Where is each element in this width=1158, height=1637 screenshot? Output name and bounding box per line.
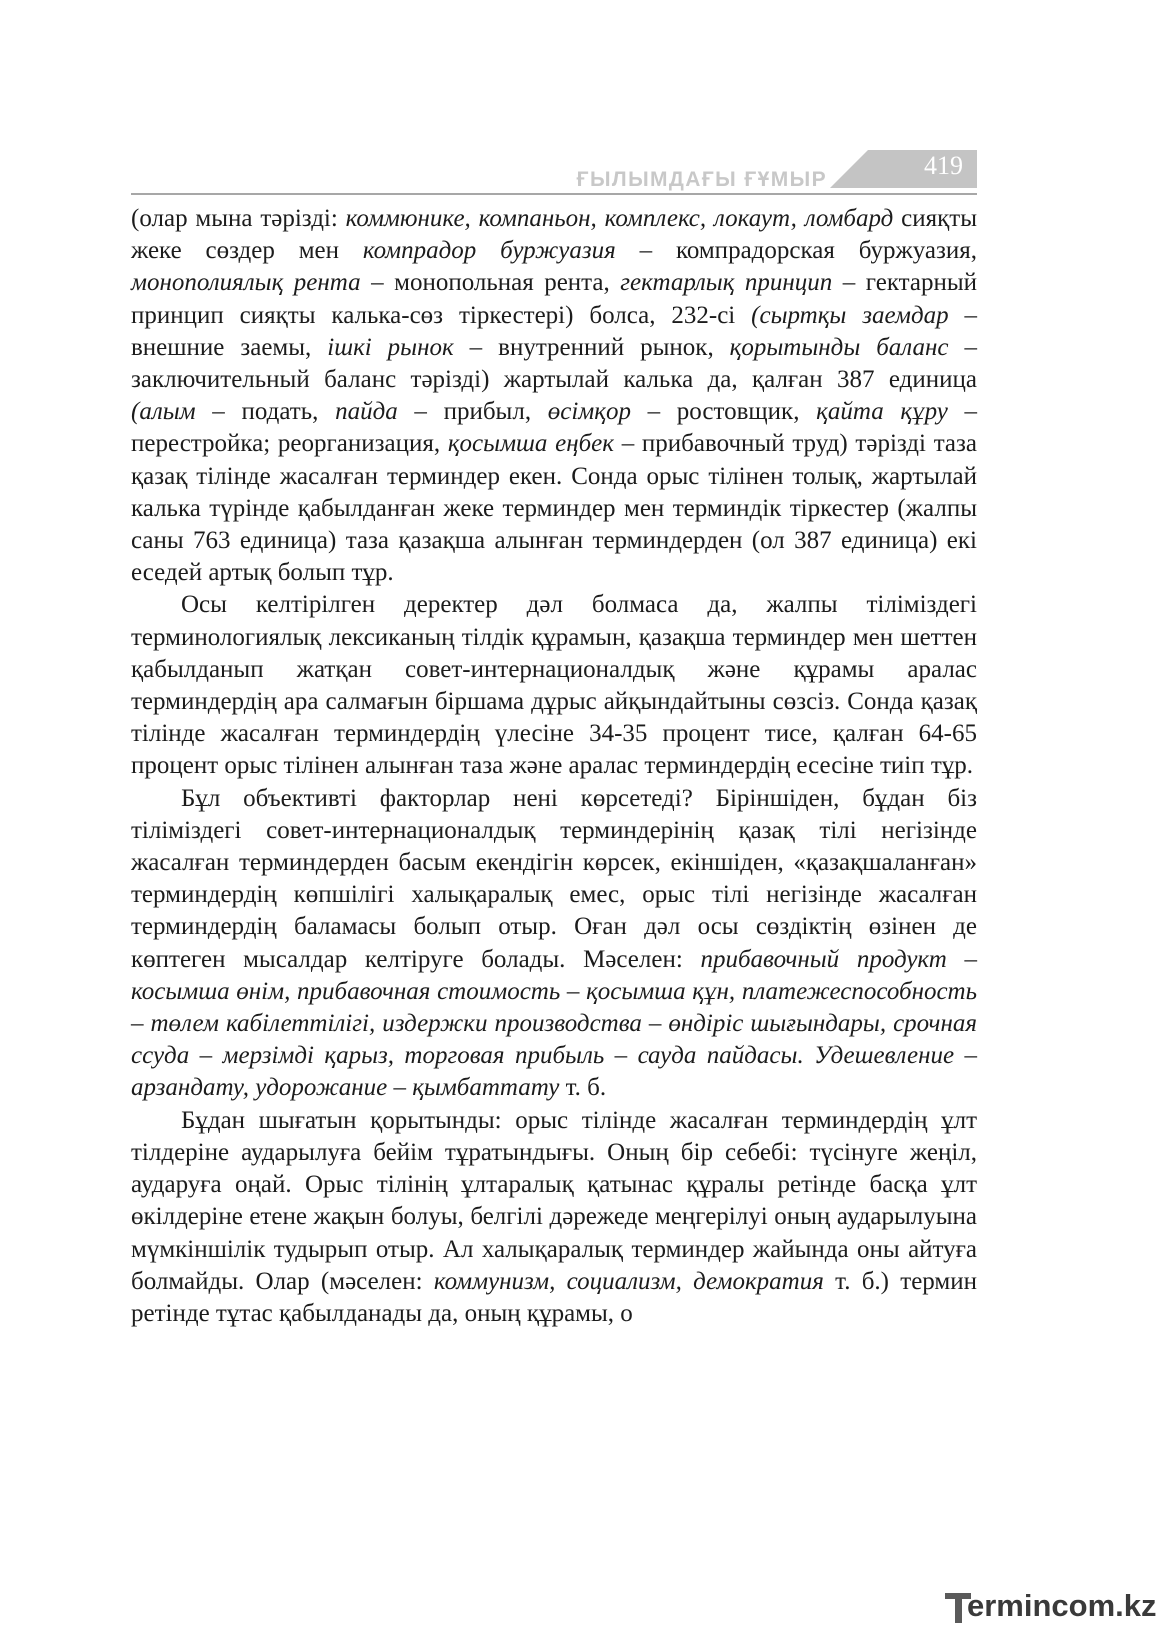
italic-term-run: өсімқор (547, 398, 631, 426)
text-run: – перестройка; реорганизация, (131, 398, 978, 458)
paragraph-2: Осы келтірілген деректер дәл болмаса да, жалпы тіліміздегі терминологиялық лексиканың тілдік құрамын, қазақша терминдер мен шеттен қабылданып жатқан совет-интернационалдық және құрамы аралас терминдердің ара салмағын біршама дұрыс айқындайтыны сөзсіз. Сонда қазақ тілінде жасалған терминдердің үлесіне 34-35 процент тисе, қалған 64-65 процент орыс тілінен алынған таза және аралас терминдердің есесіне тиіп тұр. (131, 591, 977, 780)
text-run: – гектарный принцип сияқты калька-сөз тіркестері) болса, 232-сі (131, 269, 978, 329)
italic-term-run: қорытынды баланс (729, 333, 949, 361)
text-run: – заключительный баланс тәрізді) жартылай калька да, қалған 387 единица (131, 333, 977, 394)
text-run: – компрадорская буржуазия, (615, 237, 978, 265)
italic-term-run: монополиялық рента (131, 269, 361, 297)
text-run: – монопольная рента, (360, 269, 621, 297)
paragraph-1 (131, 203, 977, 589)
page-number: 419 (924, 151, 963, 180)
text-run: – прибыл, (397, 398, 548, 426)
paragraph-3 (131, 783, 977, 1105)
text-run: т. б.) термин ретінде тұтас қабылданады да, оның құрамы, о (131, 1267, 977, 1327)
italic-term-run: (алым (131, 398, 196, 426)
text-run: – внешние заемы, (131, 301, 977, 361)
text-run: (олар мына тәрізді: (131, 205, 346, 232)
italic-term-run: компрадор буржуазия (362, 237, 616, 265)
italic-term-run: коммюнике, компаньон, комплекс, локаут, ломбард (345, 205, 894, 232)
text-run: т. б. (559, 1074, 607, 1102)
italic-term-run: қосымша еңбек (447, 430, 614, 458)
text-run: – внутренний рынок, (453, 333, 730, 361)
italic-term-run: коммунизм, социализм, демократия (433, 1267, 824, 1295)
text-run: сияқты жеке сөздер мен (131, 205, 977, 265)
italic-term-run: (сыртқы заемдар (751, 301, 949, 329)
italic-term-run: қайта құру (816, 398, 948, 426)
text-run: – подать, (195, 398, 336, 426)
header-rule (131, 193, 977, 195)
italic-term-run: пайда (335, 398, 398, 426)
running-header (131, 150, 977, 195)
paragraph-4 (131, 1105, 977, 1330)
italic-term-run: ішкі рынок (327, 333, 454, 361)
body-text (131, 203, 977, 1330)
italic-term-run: гектарлық принцип (620, 269, 833, 297)
running-title: ҒЫЛЫМДАҒЫ ҒҰМЫР (576, 168, 827, 191)
text-run: – прибавочный труд) тәрізді таза қазақ тілінде жасалған терминдер екен. Сонда орыс тілінен толық, жартылай калька түрінде қабылданған жеке терминдер мен терминдік тіркестер (жалпы саны 763 единица) таза қазақша алынған терминдерден (ол 387 единица) екі еседей артық болып тұр. (131, 430, 977, 587)
watermark-text: ermincom.kz (967, 1588, 1157, 1623)
text-run: – ростовщик, (630, 398, 817, 426)
text-run: Бұл объективті факторлар нені көрсетеді? Біріншіден, бұдан біз тіліміздегі совет-интернационалдық терминдерінің қазақ тілі негізінде жасалған терминдерден басым екендігін көрсек, екіншіден, «қазақшаланған» терминдердің көпшілігі халықаралық емес, орыс тілі негізінде жасалған терминдердің баламасы болып отыр. Оған дәл осы сөздіктің өзінен де көптеген мысалдар келтіруге болады. Мәселен: (131, 784, 977, 973)
italic-term-run: прибавочный продукт – косымша өнім, прибавочная стоимость – қосымша құн, платежеспособность – төлем кабілеттілігі, издержки производства – өндіріс шығындары, срочная ссуда – мерзімді қарыз, торговая прибыль – сауда пайдасы. Удешевление – арзандату, удорожание – қымбаттату (131, 945, 977, 1102)
watermark-logo (945, 1588, 1157, 1626)
text-run: Бұдан шығатын қорытынды: орыс тілінде жасалған терминдердің ұлт тілдеріне аударылуға бейім тұратындығы. Оның бір себебі: түсінуге жеңіл, аударуға оңай. Орыс тілінің ұлтаралық қатынас құралы ретінде басқа ұлт өкілдеріне етене жақын болуы, белгілі дәрежеде меңгерілуі оның аударылуына мүмкіншілік тудырып отыр. Ал халықаралық терминдер жайында оны айтуға болмайды. Олар (мәселен: (131, 1106, 977, 1295)
